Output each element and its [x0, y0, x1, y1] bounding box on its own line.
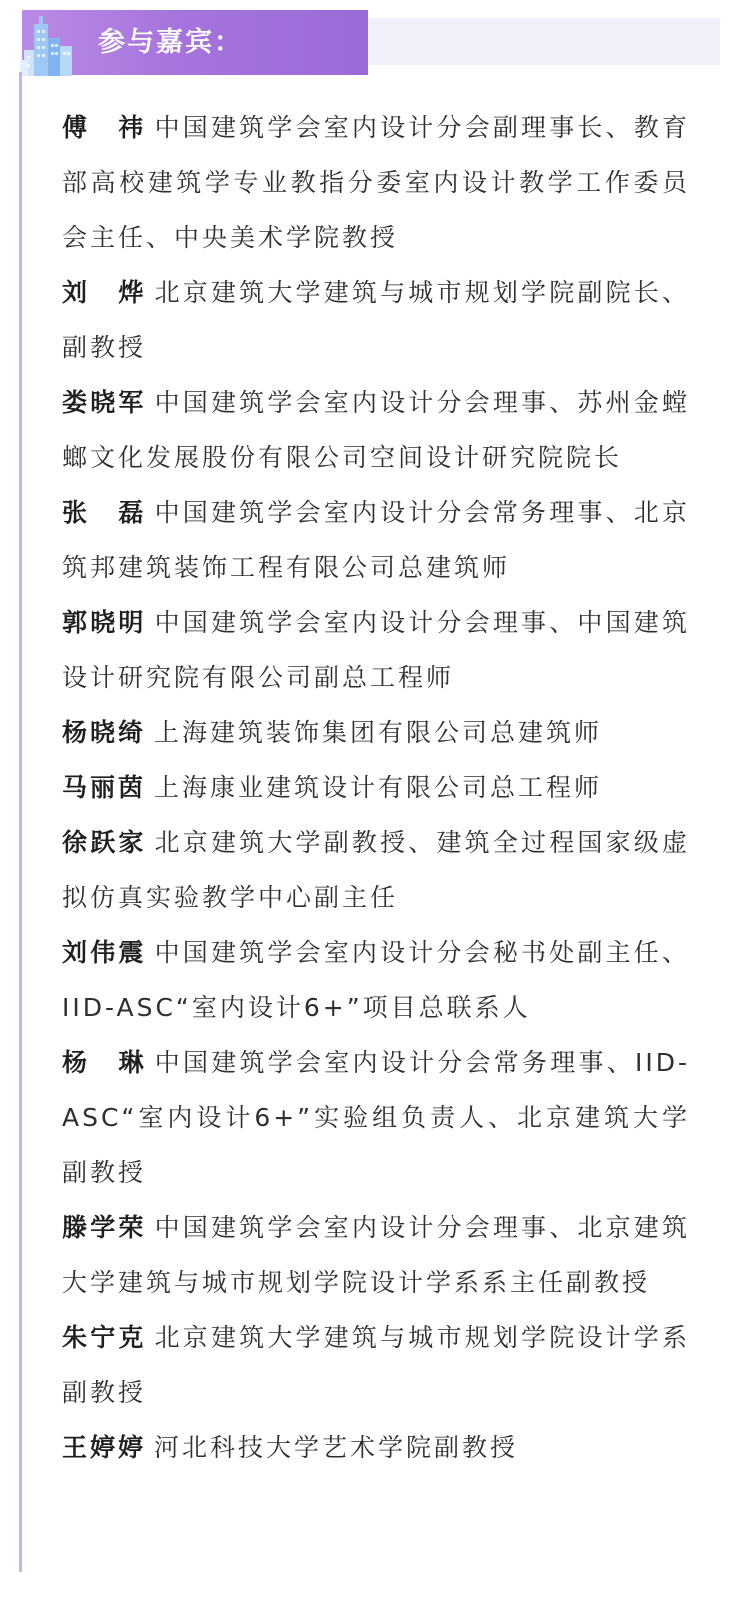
guest-title: 北京建筑大学副教授、建筑全过程国家级虚拟仿真实验教学中心副主任: [62, 828, 690, 912]
list-item: [62, 1310, 690, 1420]
list-item: [62, 100, 690, 265]
guest-title: 中国建筑学会室内设计分会常务理事、北京筑邦建筑装饰工程有限公司总建筑师: [62, 498, 690, 582]
guest-name: 郭晓明: [62, 608, 147, 637]
guest-title: 中国建筑学会室内设计分会副理事长、教育部高校建筑学专业教指分委室内设计教学工作委员会主任、中央美术学院教授: [62, 113, 690, 252]
guest-name: 马丽茵: [62, 773, 147, 802]
guest-name: 娄晓军: [62, 388, 147, 417]
guest-name: 朱宁克: [62, 1323, 147, 1352]
list-item: [62, 375, 690, 485]
guest-name: 傅 祎: [62, 113, 147, 142]
list-item: [62, 265, 690, 375]
section-title: 参与嘉宾：: [98, 27, 243, 58]
list-item: [62, 1200, 690, 1310]
list-item: [62, 815, 690, 925]
left-accent-rule: [19, 72, 22, 1572]
guest-name: 张 磊: [62, 498, 147, 527]
guest-title: 中国建筑学会室内设计分会秘书处副主任、IID-ASC“室内设计6+”项目总联系人: [62, 938, 690, 1022]
guest-list: [62, 100, 690, 1475]
list-item: [62, 595, 690, 705]
guest-title: 中国建筑学会室内设计分会常务理事、IID-ASC“室内设计6+”实验组负责人、北京建筑大学副教授: [62, 1048, 690, 1187]
guest-title: 上海建筑装饰集团有限公司总建筑师: [154, 718, 603, 747]
guest-name: 刘 烨: [62, 278, 147, 307]
list-item: [62, 925, 690, 1035]
list-item: [62, 485, 690, 595]
guest-title: 北京建筑大学建筑与城市规划学院设计学系副教授: [62, 1323, 690, 1407]
list-item: [62, 705, 690, 760]
guest-name: 刘伟震: [62, 938, 147, 967]
city-buildings-icon: [20, 14, 78, 76]
list-item: [62, 760, 690, 815]
guest-title: 中国建筑学会室内设计分会理事、北京建筑大学建筑与城市规划学院设计学系系主任副教授: [62, 1213, 690, 1297]
header-background-strip: [360, 18, 720, 65]
guest-name: 王婷婷: [62, 1433, 147, 1462]
guest-title: 北京建筑大学建筑与城市规划学院副院长、副教授: [62, 278, 690, 362]
guest-name: 杨晓绮: [62, 718, 147, 747]
guest-name: 杨 琳: [62, 1048, 147, 1077]
guest-name: 滕学荣: [62, 1213, 147, 1242]
guest-name: 徐跃家: [62, 828, 147, 857]
guest-title: 中国建筑学会室内设计分会理事、中国建筑设计研究院有限公司副总工程师: [62, 608, 690, 692]
guest-title: 中国建筑学会室内设计分会理事、苏州金螳螂文化发展股份有限公司空间设计研究院院长: [62, 388, 690, 472]
list-item: [62, 1035, 690, 1200]
list-item: [62, 1420, 690, 1475]
guest-title: 河北科技大学艺术学院副教授: [154, 1433, 519, 1462]
guest-title: 上海康业建筑设计有限公司总工程师: [154, 773, 603, 802]
